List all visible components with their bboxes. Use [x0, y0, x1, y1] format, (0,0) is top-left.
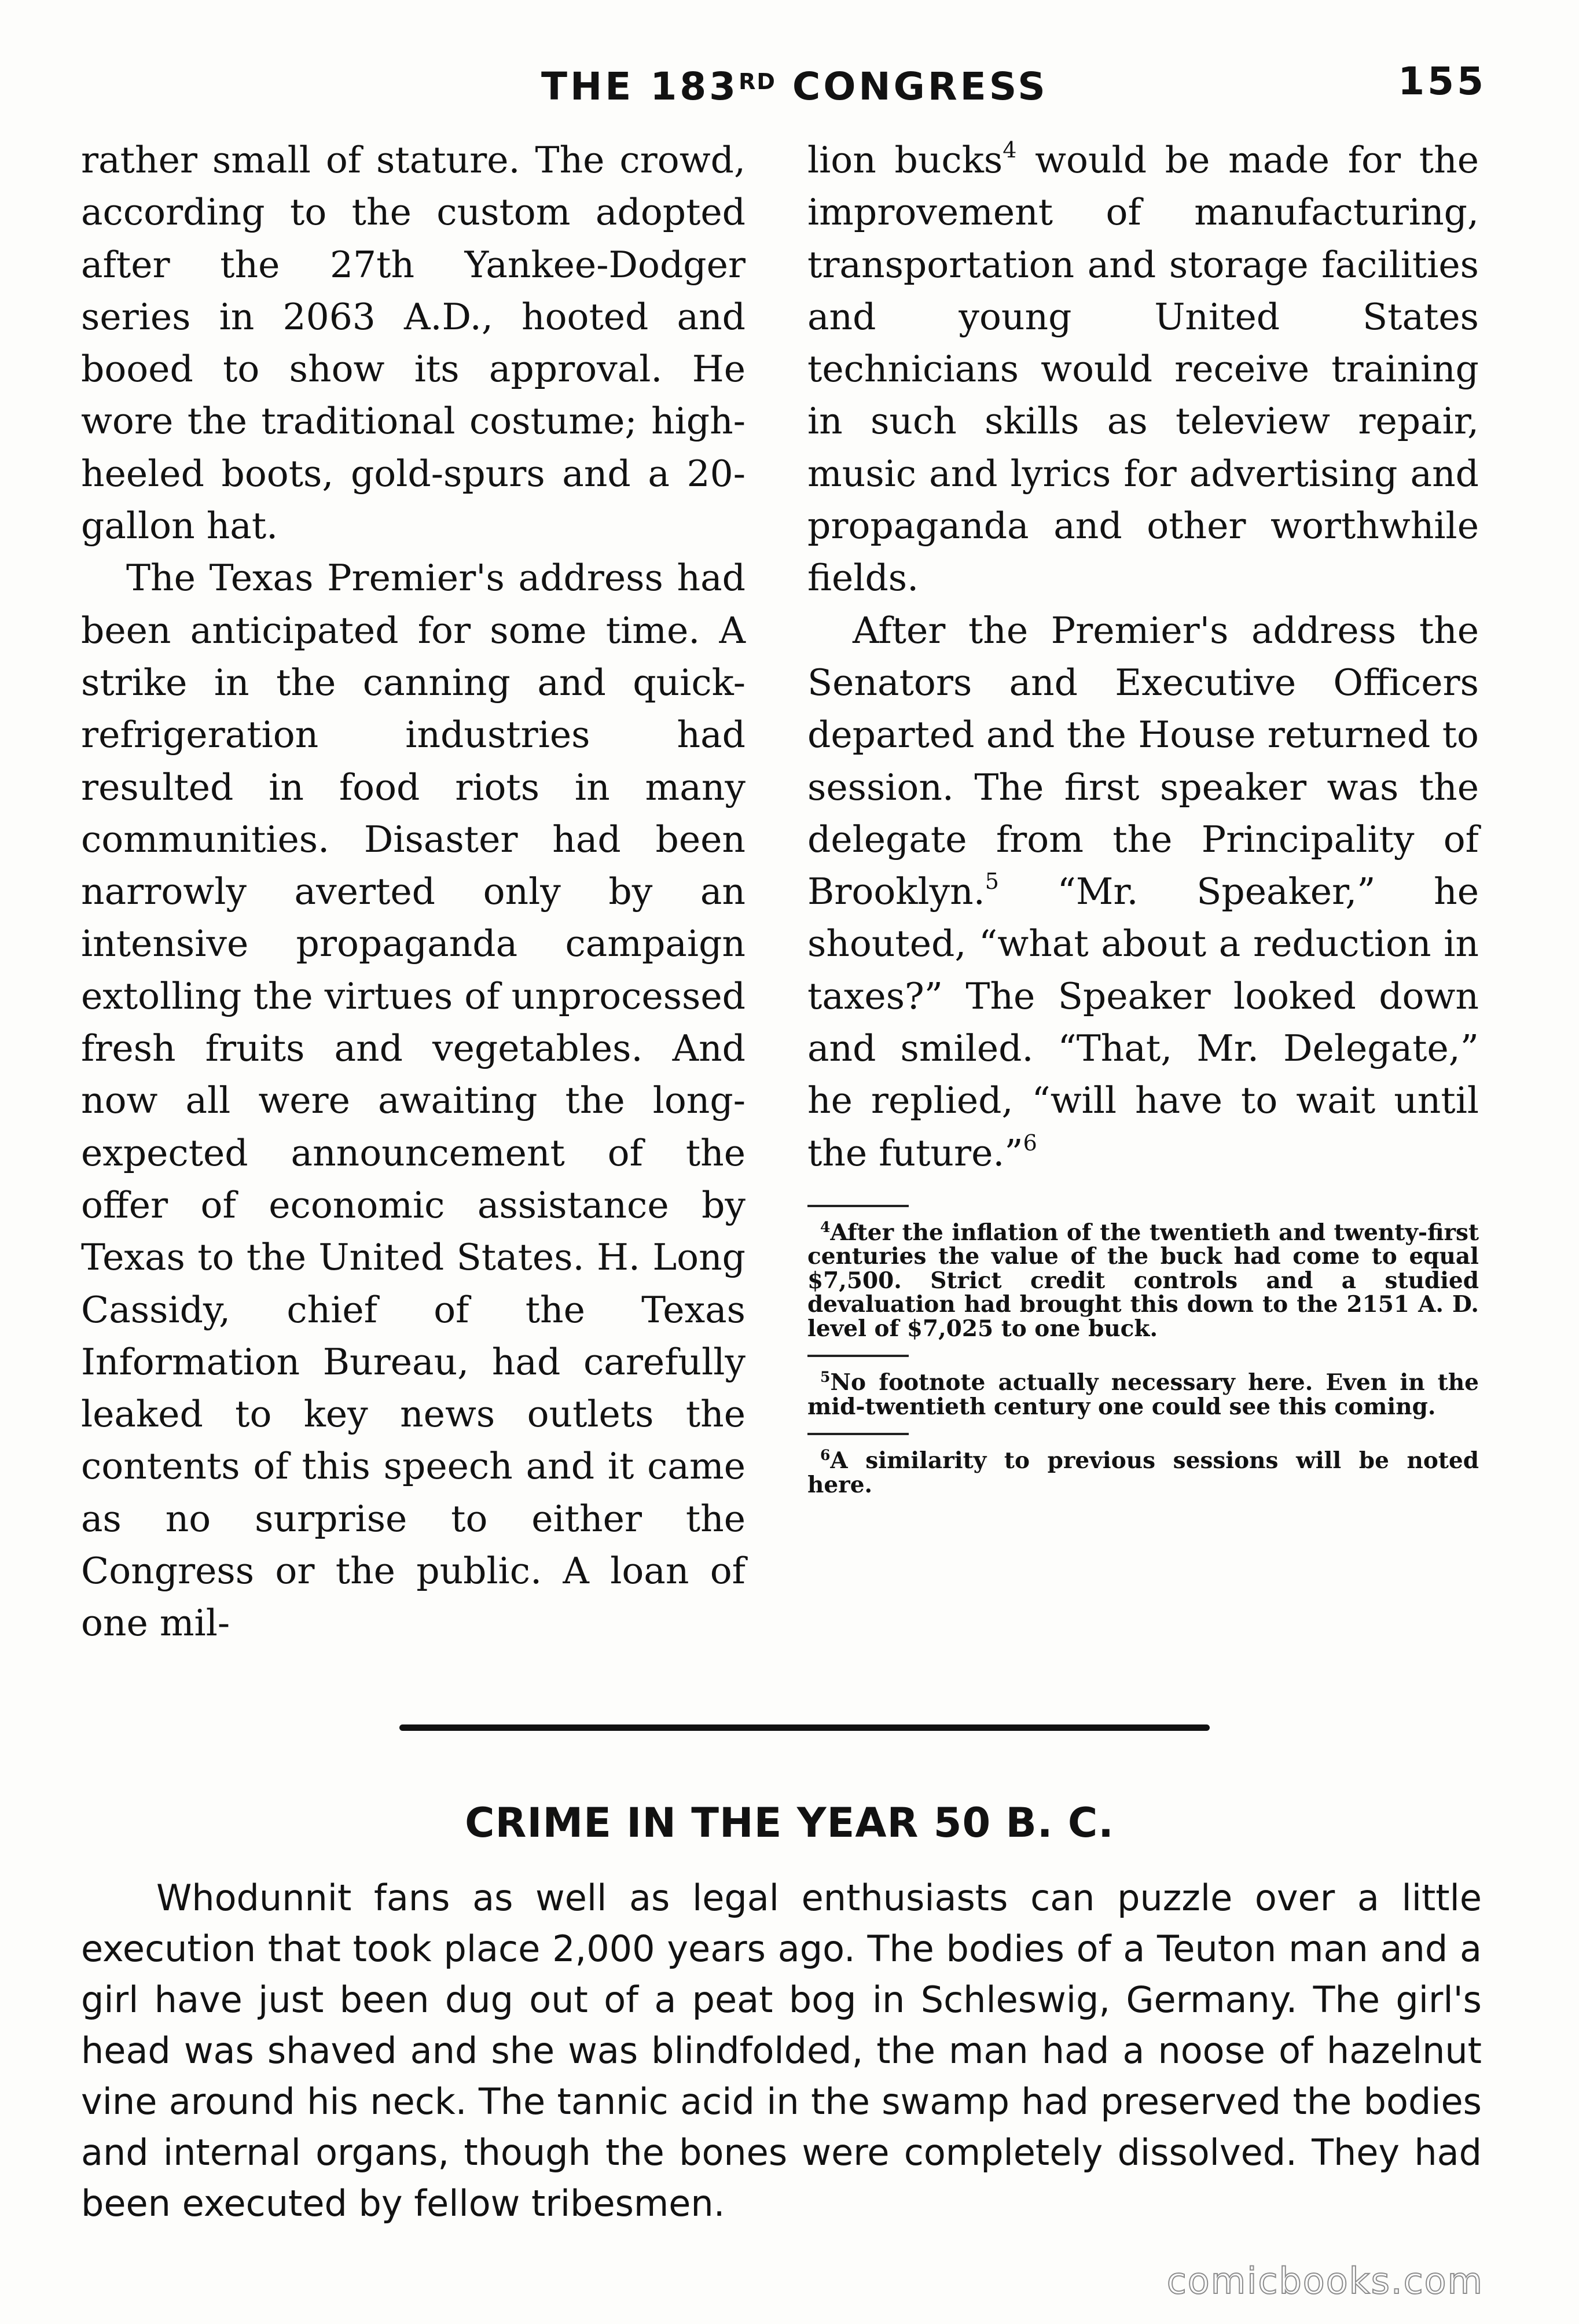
right-paragraph-2-start: After the Premier's address the Senators and Executive Officers departed and the House returned to session. The first speaker was the delegate from the Principality of Brooklyn.: [807, 609, 1479, 913]
left-paragraph-1: rather small of stature. The crowd, according to the custom adopted after the 27th Yankee-Dodger series in 2063 A.D., hooted and booed to show its approval. He wore the traditional costume; high-heeled boots, gold-spurs and a 20-gallon hat.: [81, 139, 746, 547]
watermark: comicbooks.com: [1166, 2260, 1483, 2302]
footnote-text: No footnote actually necessary here. Even in the mid-twentieth century one could see this coming.: [807, 1369, 1479, 1420]
running-head-title-end: CONGRESS: [776, 64, 1048, 109]
footnote-4: [807, 1218, 1479, 1342]
right-column: [807, 134, 1479, 1511]
footnote-ref-5: 5: [985, 869, 999, 895]
right-paragraph-1-rest: would be made for the improvement of manufacturing, transportation and storage facilities and young United States technicians would receive training in such skills as teleview repair, music and lyrics for advertising and propaganda and other worthwhile fields.: [807, 139, 1479, 600]
right-paragraph-2-middle: “Mr. Speaker,” he shouted, “what about a reduction in taxes?” The Speaker looked down and smiled. “That, Mr. Delegate,” he replied, “will have to wait until the future.”: [807, 870, 1479, 1174]
footnote-rule: [807, 1433, 909, 1435]
right-paragraph-2: [807, 605, 1479, 1179]
section-divider: [399, 1724, 1210, 1731]
article-body: Whodunnit fans as well as legal enthusiasts can puzzle over a little execution that took place 2,000 years ago. The bodies of a Teuton man and a girl have just been dug out of a peat bog in Schleswig, Germany. The girl's head was shaved and she was blindfolded, the man had a noose of hazelnut vine around his neck. The tannic acid in the swamp had preserved the bodies and internal organs, though the bones were completely dissolved. They had been executed by fellow tribesmen.: [81, 1877, 1482, 2224]
right-paragraph-1: [807, 134, 1479, 605]
footnote-rule: [807, 1355, 909, 1357]
footnote-mark: 6: [820, 1447, 831, 1464]
footnote-text: After the inflation of the twentieth and twenty-first centuries the value of the buck had come to equal $7,500. Strict credit controls and a studied devaluation had brought this down to the 2151 A. D. level of $7,025 to one buck.: [807, 1219, 1479, 1342]
footnote-mark: 5: [820, 1369, 831, 1386]
footnotes: [807, 1205, 1479, 1498]
running-head-title: THE 183: [541, 64, 739, 109]
right-paragraph-1-start: lion bucks: [807, 139, 1003, 181]
footnote-mark: 4: [820, 1218, 831, 1235]
page-number: 155: [1398, 59, 1486, 104]
running-head-ordinal: RD: [739, 69, 776, 94]
footnote-6: [807, 1449, 1479, 1497]
footnote-rule: [807, 1205, 909, 1207]
footnote-ref-4: 4: [1003, 137, 1017, 163]
left-column: [81, 134, 746, 1650]
footnote-text: A similarity to previous sessions will be noted here.: [807, 1447, 1479, 1498]
footnote-5: [807, 1371, 1479, 1419]
running-head: [541, 56, 1048, 113]
footnote-ref-6: 6: [1023, 1130, 1037, 1156]
left-paragraph-2: The Texas Premier's address had been anticipated for some time. A strike in the canning and quick-refrigeration industries had resulted in food riots in many communities. Disaster had been narrowly averted only by an intensive propaganda campaign extolling the virtues of unprocessed fresh fruits and vegetables. And now all were awaiting the long-expected announcement of the offer of economic assistance by Texas to the United States. H. Long Cassidy, chief of the Texas Information Bureau, had carefully leaked to key news outlets the contents of this speech and it came as no surprise to either the Congress or the public. A loan of one mil-: [81, 557, 746, 1645]
article-title: CRIME IN THE YEAR 50 B. C.: [465, 1799, 1114, 1847]
